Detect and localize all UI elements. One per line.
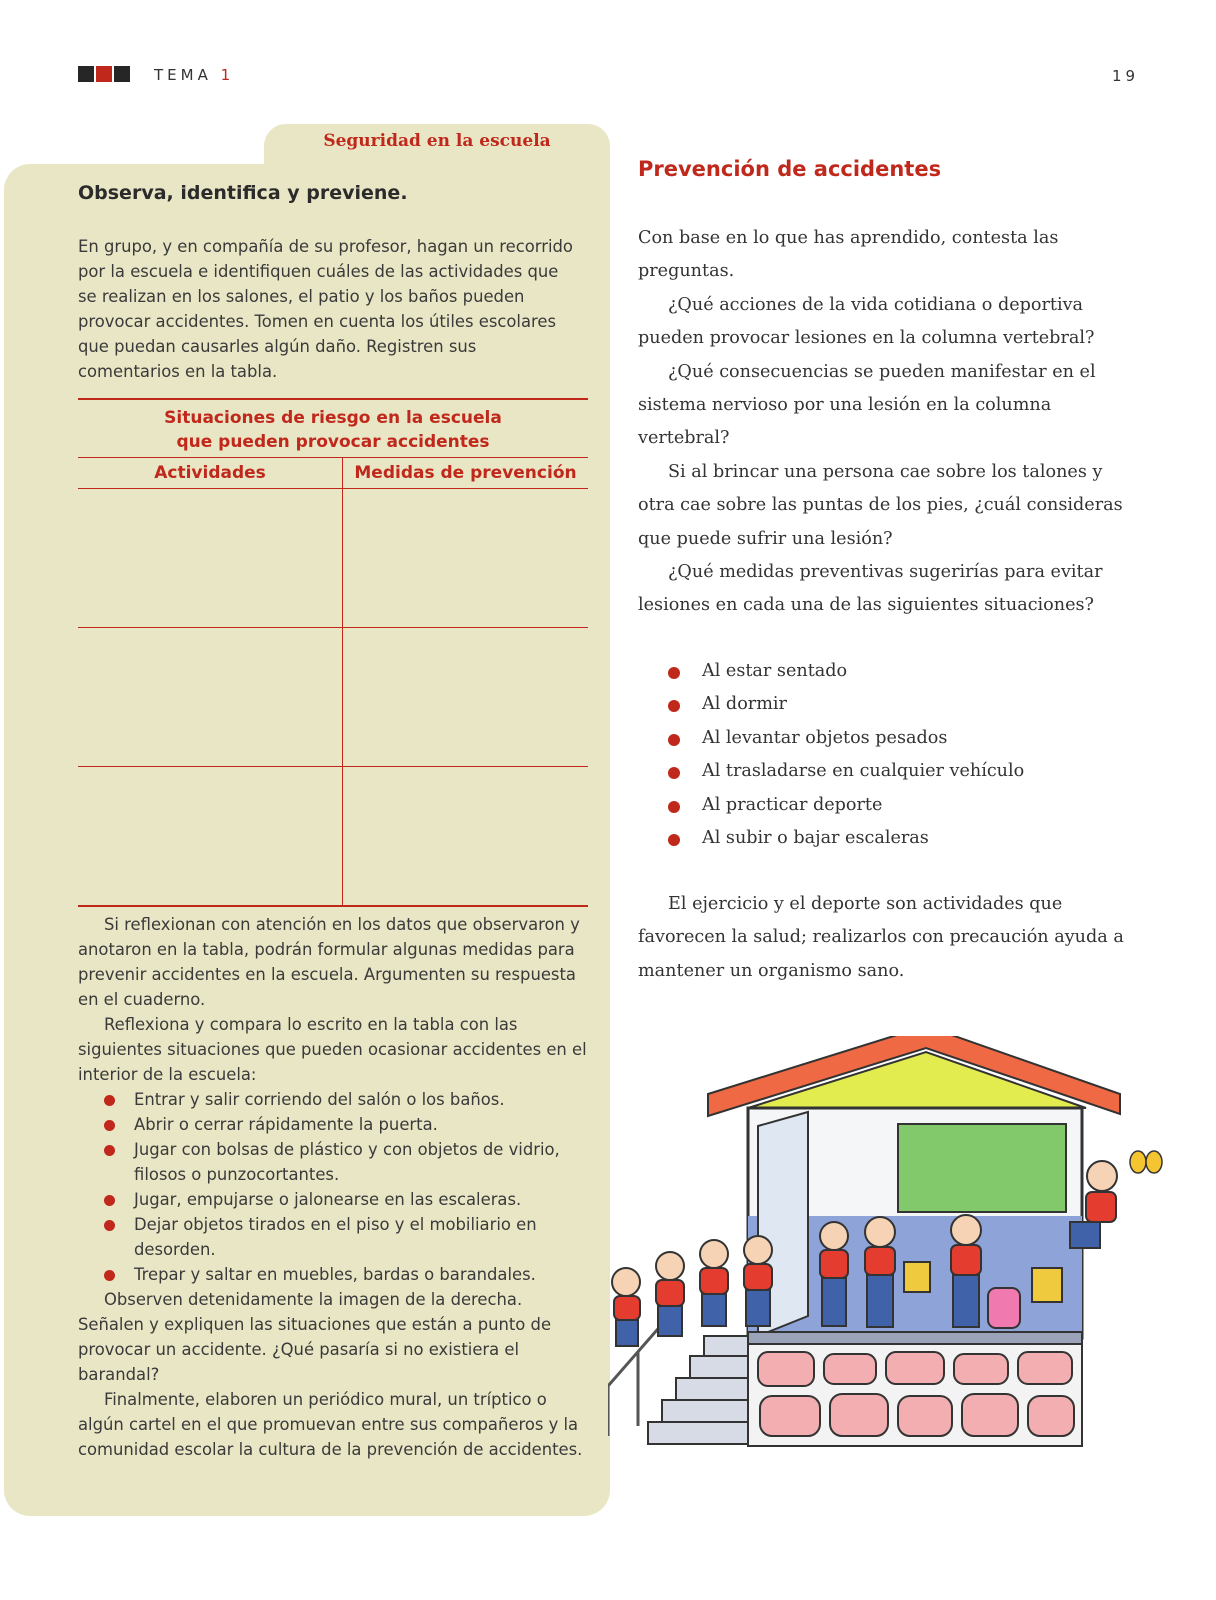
table-row — [78, 489, 588, 628]
risk-table-title-line1: Situaciones de riesgo en la escuela — [164, 408, 502, 428]
situations-list — [668, 655, 1024, 855]
questions-body — [638, 222, 1138, 623]
risk-situations-list — [78, 1087, 588, 1287]
activity-body — [78, 912, 588, 1462]
risk-table — [78, 398, 588, 907]
risk-table-header — [78, 458, 588, 489]
child-figure — [612, 1268, 640, 1346]
list-item: Jugar, empujarse o jalonearse en las escaleras. — [134, 1187, 588, 1212]
child-figure — [744, 1236, 772, 1326]
butterfly-icon — [1130, 1151, 1162, 1173]
list-item: Entrar y salir corriendo del salón o los baños. — [134, 1087, 588, 1112]
list-item: Al subir o bajar escaleras — [668, 822, 1024, 855]
section-label — [154, 66, 234, 84]
list-item: Jugar con bolsas de plástico y con objetos de vidrio, filosos o punzocortantes. — [134, 1137, 588, 1187]
child-figure — [820, 1222, 848, 1326]
child-figure — [951, 1215, 981, 1327]
section-number: 1 — [220, 66, 235, 84]
header-block — [114, 66, 130, 82]
child-figure — [656, 1252, 684, 1336]
list-item: Al estar sentado — [668, 655, 1024, 688]
list-item: Trepar y saltar en muebles, bardas o barandales. — [134, 1262, 588, 1287]
panel-tab-title: Seguridad en la escuela — [323, 131, 551, 151]
school-accident-illustration — [608, 1036, 1174, 1476]
column-header-activities: Actividades — [78, 458, 343, 488]
child-figure — [700, 1240, 728, 1326]
activity-cell — [78, 767, 343, 905]
observe-paragraph: Observen detenidamente la imagen de la derecha. Señalen y expliquen las situaciones que están a punto de provocar un accidente. ¿Qué pasaría si no existiera el barandal? — [78, 1290, 552, 1384]
list-item: Dejar objetos tirados en el piso y el mobiliario en desorden. — [134, 1212, 588, 1262]
header-block — [96, 66, 112, 82]
questions-intro: Con base en lo que has aprendido, contesta las preguntas. — [638, 228, 1059, 282]
risk-table-title-line2: que pueden provocar accidentes — [176, 432, 490, 452]
reflection-paragraph: Si reflexionan con atención en los datos que observaron y anotaron en la tabla, podrán formular algunas medidas para prevenir accidentes en la escuela. Argumenten su respuesta en el cuaderno. — [78, 915, 580, 1009]
header-color-blocks — [78, 66, 132, 82]
table-row — [78, 767, 588, 907]
list-item: Al dormir — [668, 688, 1024, 721]
question-1: ¿Qué acciones de la vida cotidiana o deportiva pueden provocar lesiones en la columna vertebral? — [638, 294, 1095, 349]
page-number: 19 — [1112, 67, 1140, 85]
header-block — [78, 66, 94, 82]
section-label-text: TEMA — [154, 66, 212, 84]
compare-paragraph: Reflexiona y compara lo escrito en la tabla con las siguientes situaciones que pueden ocasionar accidentes en el interior de la escuela: — [78, 1015, 587, 1084]
closing-text: El ejercicio y el deporte son actividades que favorecen la salud; realizarlos con precaución ayuda a mantener un organismo sano. — [638, 894, 1124, 981]
closing-paragraph — [638, 888, 1138, 988]
list-item: Al levantar objetos pesados — [668, 722, 1024, 755]
question-2: ¿Qué consecuencias se pueden manifestar en el sistema nervioso por una lesión en la columna vertebral? — [638, 361, 1096, 449]
list-item: Al practicar deporte — [668, 789, 1024, 822]
activity-cell — [78, 628, 343, 766]
list-item: Al trasladarse en cualquier vehículo — [668, 755, 1024, 788]
column-header-measures: Medidas de prevención — [354, 463, 577, 483]
stairs — [648, 1336, 748, 1444]
final-paragraph: Finalmente, elaboren un periódico mural, un tríptico o algún cartel en el que promuevan entre sus compañeros y la comunidad escolar la cultura de la prevención de accidentes. — [78, 1390, 583, 1459]
backpack — [988, 1288, 1020, 1328]
classroom-floor — [748, 1332, 1082, 1344]
question-3: Si al brincar una persona cae sobre los talones y otra cae sobre las puntas de los pies, ¿cuál consideras que puede sufrir una lesión? — [638, 461, 1123, 549]
section-heading: Prevención de accidentes — [638, 157, 942, 181]
risk-table-title — [78, 398, 588, 458]
question-4: ¿Qué medidas preventivas sugerirías para evitar lesiones en cada una de las siguientes situaciones? — [638, 562, 1103, 616]
chalkboard — [898, 1124, 1066, 1212]
activity-cell — [78, 489, 343, 627]
list-item: Abrir o cerrar rápidamente la puerta. — [134, 1112, 588, 1137]
child-figure — [865, 1217, 895, 1327]
activity-heading: Observa, identifica y previene. — [78, 182, 408, 204]
activity-intro: En grupo, y en compañía de su profesor, hagan un recorrido por la escuela e identifiquen cuáles de las actividades que se realizan en los salones, el patio y los baños pueden provocar accidentes. Tomen en cuenta los útiles escolares que puedan causarles algún daño. Registren sus comentarios en la tabla. — [78, 237, 573, 381]
table-row — [78, 628, 588, 767]
